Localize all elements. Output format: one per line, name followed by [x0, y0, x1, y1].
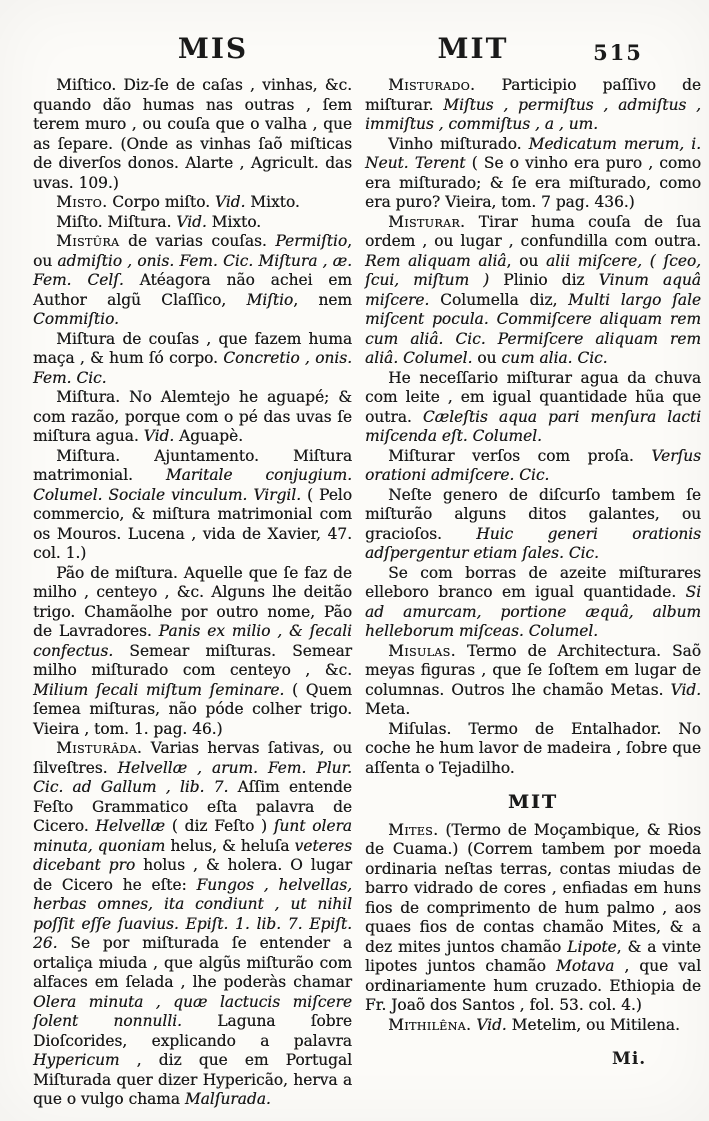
latin-citation: Rem aliquam aliâ	[365, 251, 507, 270]
dictionary-entry	[33, 213, 352, 233]
entry-text: Miſulas. Termo de Entalhador. No coche he hum lavor de madeira , ſobre que aſſenta o Tejadilho.	[365, 719, 701, 777]
entry-text: Participio paſſivo de miſturar.	[365, 76, 701, 114]
entry-text: , & a vinte lipotes juntos chamão	[365, 937, 701, 975]
entry-text: Miſtura. No Alemtejo he aguapé; & com razão, porque com o pé das uvas ſe miſtura agua.	[33, 388, 352, 445]
latin-citation: cum alia. Cic.	[501, 349, 608, 367]
entry-headword: Misturado.	[388, 76, 476, 94]
entry-text: Atéagora não achei em Author algũ Claſſico,	[33, 271, 353, 309]
latin-citation: Vid.	[670, 680, 701, 699]
entry-text: ( diz Feſto )	[165, 817, 274, 835]
latin-citation: Cæleſtis aqua pari menſura lacti miſcenda eſt. Columel.	[365, 407, 701, 445]
latin-citation: Fungos , helvellas, herbas omnes, ita condiunt , ut nihil poſſit eſſe ſuavius. Epiſt. 1. lib. 7. Epiſt. 26.	[33, 875, 352, 952]
entry-text: Miſtura. Ajuntamento. Miſtura matrimonial.	[33, 446, 352, 484]
entry-text: Semear miſturas. Semear milho miſturado com centeyo , &c.	[33, 641, 352, 679]
entry-headword: Misulas.	[388, 641, 456, 660]
latin-citation: Vid.	[176, 212, 207, 231]
entry-text: ( Pelo commercio, & miſtura matrimonial com os Mouros. Lucena , vida de Xavier, 47. col. 1.)	[33, 485, 352, 562]
entry-text: Miſturar verſos com proſa.	[388, 446, 652, 465]
latin-citation: Vid.	[476, 1015, 507, 1034]
entry-text: Tirar huma couſa de ſua ordem , ou lugar , confundilla com outra.	[365, 212, 701, 250]
latin-citation: Medicatum merum, i. Neut. Terent	[365, 134, 701, 172]
entry-text: Laguna ſobre Dioſcorides, explicando a palavra	[33, 1012, 352, 1050]
dictionary-entry	[33, 564, 352, 740]
dictionary-entry	[33, 232, 352, 330]
entry-headword: Misto.	[56, 193, 108, 211]
latin-citation: ſunt olera minuta, quoniam	[33, 817, 352, 855]
entry-text: Pão de miſtura. Aquelle que ſe faz de milho , centeyo , &c. Alguns lhe deitão trigo. Chamãolhe por outro nome, Pão de Lavradores.	[33, 563, 352, 640]
entry-text: , ou	[33, 232, 352, 270]
latin-citation: Concretio , onis. Fem. Cic.	[33, 349, 352, 387]
entry-text: Miſtico. Diz-ſe de caſas , vinhas, &c. quando dão humas nas outras , ſem terem muro , ou couſa que o valha , que as ſepare. (Onde as vinhas ſaõ miſticas de diverſos donos. Alarte , Agricult. das uvas. 109.)	[33, 76, 352, 192]
entry-text: holus , & holera. O lugar de Cicero he eſte:	[33, 856, 352, 894]
latin-citation: Lipote	[567, 937, 617, 956]
entry-text: Miſto. Miſtura.	[56, 212, 177, 231]
entry-text: ou	[472, 349, 502, 367]
latin-citation: Helvellæ	[95, 817, 165, 835]
latin-citation: Si ad amurcam, portione æquâ, album helleborum miſceas. Columel.	[365, 583, 701, 640]
dictionary-entry	[33, 330, 352, 389]
latin-citation: Malſurada.	[184, 1090, 271, 1108]
entry-headword: Misturâda.	[56, 739, 143, 757]
dictionary-entry	[365, 447, 701, 486]
entry-text: Mixto.	[206, 212, 262, 231]
entry-headword: Misturar.	[388, 212, 466, 231]
entry-text: Columella diz,	[429, 290, 569, 309]
right-column	[365, 76, 701, 1110]
entry-text: de varias couſas.	[119, 232, 276, 250]
entry-text: , diz que em Portugal Miſturada quer dizer Hypericão, herva a que o vulgo chama	[33, 1051, 352, 1108]
latin-citation: Commiſtio.	[33, 310, 119, 328]
latin-citation: veteres dicebant pro	[33, 836, 352, 874]
entry-text: Se por miſturada ſe entender a ortaliça miuda , que algũs miſturão com alfaces em ſelada , lhe poderàs chamar	[33, 934, 352, 991]
entry-text: Mixto.	[245, 193, 300, 211]
entry-text: Meta.	[365, 700, 411, 718]
latin-citation: Vinum aquâ miſcere.	[365, 271, 701, 309]
page-number: 515	[593, 40, 643, 65]
entry-text: ( Quem ſemea miſturas, não póde colher trigo. Vieira , tom. 1. pag. 46.)	[33, 680, 352, 738]
dictionary-entry	[365, 821, 701, 1016]
latin-citation: Miſtio	[246, 290, 294, 309]
latin-citation: alii miſcere, ( ſceo, ſcui, miſtum )	[365, 251, 701, 289]
entry-text: Metelim, ou Mitilena.	[506, 1015, 680, 1034]
entry-text: Neſte genero de diſcurſo tambem ſe miſturão alguns ditos galantes, ou gracioſos.	[365, 485, 701, 543]
catchword: Mi.	[612, 1049, 647, 1069]
latin-citation: Olera minuta , quæ lactucis miſcere ſolent nonnulli.	[33, 992, 352, 1030]
entry-text: Varias hervas ſativas, ou ſilveſtres.	[33, 739, 352, 777]
dictionary-entry	[33, 193, 352, 213]
dictionary-entry	[33, 76, 352, 193]
entry-text: (Termo de Moçambique, & Rios de Cuama.) (Correm tambem por moeda ordinaria neſtas terras, contas miudas de barro vidrado de cores , enfiadas em huns fios de comprimento de hum palmo , aos quaes fios de contas chamão Mites, & a dez mites juntos chamão	[365, 820, 701, 956]
latin-citation: Milium ſecali miſtum ſeminare.	[33, 680, 285, 699]
entry-text: Aguapè.	[174, 427, 243, 445]
dictionary-entry	[33, 447, 352, 564]
dictionary-entry	[365, 642, 701, 720]
dictionary-entry	[365, 135, 701, 213]
entry-text: , ou	[506, 251, 546, 270]
latin-citation: Vid.	[143, 427, 175, 445]
dictionary-entry	[33, 388, 352, 447]
latin-citation: Huic generi orationis adſpergentur etiam ſales. Cic.	[365, 524, 701, 562]
entry-text: ( Se o vinho era puro , como era miſturado; & ſe era miſturado, como era puro? Vieira, tom. 7 pag. 436.)	[365, 154, 701, 211]
running-head-right: MIT	[437, 32, 509, 65]
entry-text: , nem	[293, 290, 352, 309]
entry-text: He neceſſario miſturar agua da chuva com leite , em igual quantidade hũa que outra.	[365, 368, 701, 426]
dictionary-entry	[365, 486, 701, 564]
entry-text: , que val ordinariamente hum cruzado. Ethiopia de Fr. Joaõ dos Santos , fol. 53. col. 4.)	[365, 957, 701, 1014]
entry-text: Se com borras de azeite miſturares elleboro branco em igual quantidade.	[365, 563, 701, 601]
latin-citation: Verſus orationi admiſcere. Cic.	[365, 446, 701, 484]
latin-citation: admiſtio , onis. Fem. Cic. Miſtura , æ. Fem. Celſ.	[33, 251, 352, 289]
dictionary-entry	[365, 564, 701, 642]
latin-citation: Maritale conjugium. Columel. Sociale vinculum. Virgil.	[33, 466, 352, 504]
entry-text: helus, & heluſa	[165, 836, 295, 855]
dictionary-entry	[365, 369, 701, 447]
latin-citation: Panis ex milio , & ſecali confectus.	[33, 622, 352, 660]
latin-citation: Hypericum	[33, 1051, 120, 1069]
latin-citation: Multi largo ſale miſcent pocula. Commiſcere aliquam rem cum aliâ. Cic. Permiſcere aliquam rem aliâ. Columel.	[365, 290, 701, 367]
entry-text: Vinho miſturado.	[388, 134, 529, 153]
dictionary-entry	[365, 720, 701, 779]
dictionary-entry	[33, 739, 352, 1110]
latin-citation: Permiſtio	[275, 232, 348, 250]
section-heading: MIT	[507, 791, 559, 813]
entry-text: Miſtura de couſas , que fazem huma maça , & hum ſó corpo.	[33, 329, 352, 367]
dictionary-entry	[365, 76, 701, 135]
latin-citation: Vid.	[214, 193, 246, 211]
entry-text: Aſſim entende Feſto Grammatico eſta palavra de Cicero.	[33, 778, 352, 835]
running-head-left: MIS	[177, 32, 249, 65]
entry-text: Termo de Architectura. Saõ meyas figuras , que ſe ſoſtem em lugar de columnas. Outros lhe chamão Metas.	[365, 641, 701, 699]
latin-citation: Helvellæ , arum. Fem. Plur. Cic. ad Gallum , lib. 7.	[33, 758, 353, 796]
left-column	[33, 76, 352, 1110]
latin-citation: Motava	[556, 957, 615, 975]
entry-headword: Mites.	[388, 820, 439, 839]
entry-headword: Mistûra	[56, 232, 120, 250]
entry-text: Plinio diz	[489, 271, 599, 289]
dictionary-entry	[365, 213, 701, 369]
latin-citation: Miſtus , permiſtus , admiſtus , immiſtus , commiſtus , a , um.	[365, 95, 701, 133]
entry-headword: Mithilêna.	[388, 1015, 472, 1034]
text-columns	[33, 76, 701, 1110]
dictionary-entry	[365, 1016, 701, 1036]
entry-text: Corpo miſto.	[107, 193, 215, 211]
